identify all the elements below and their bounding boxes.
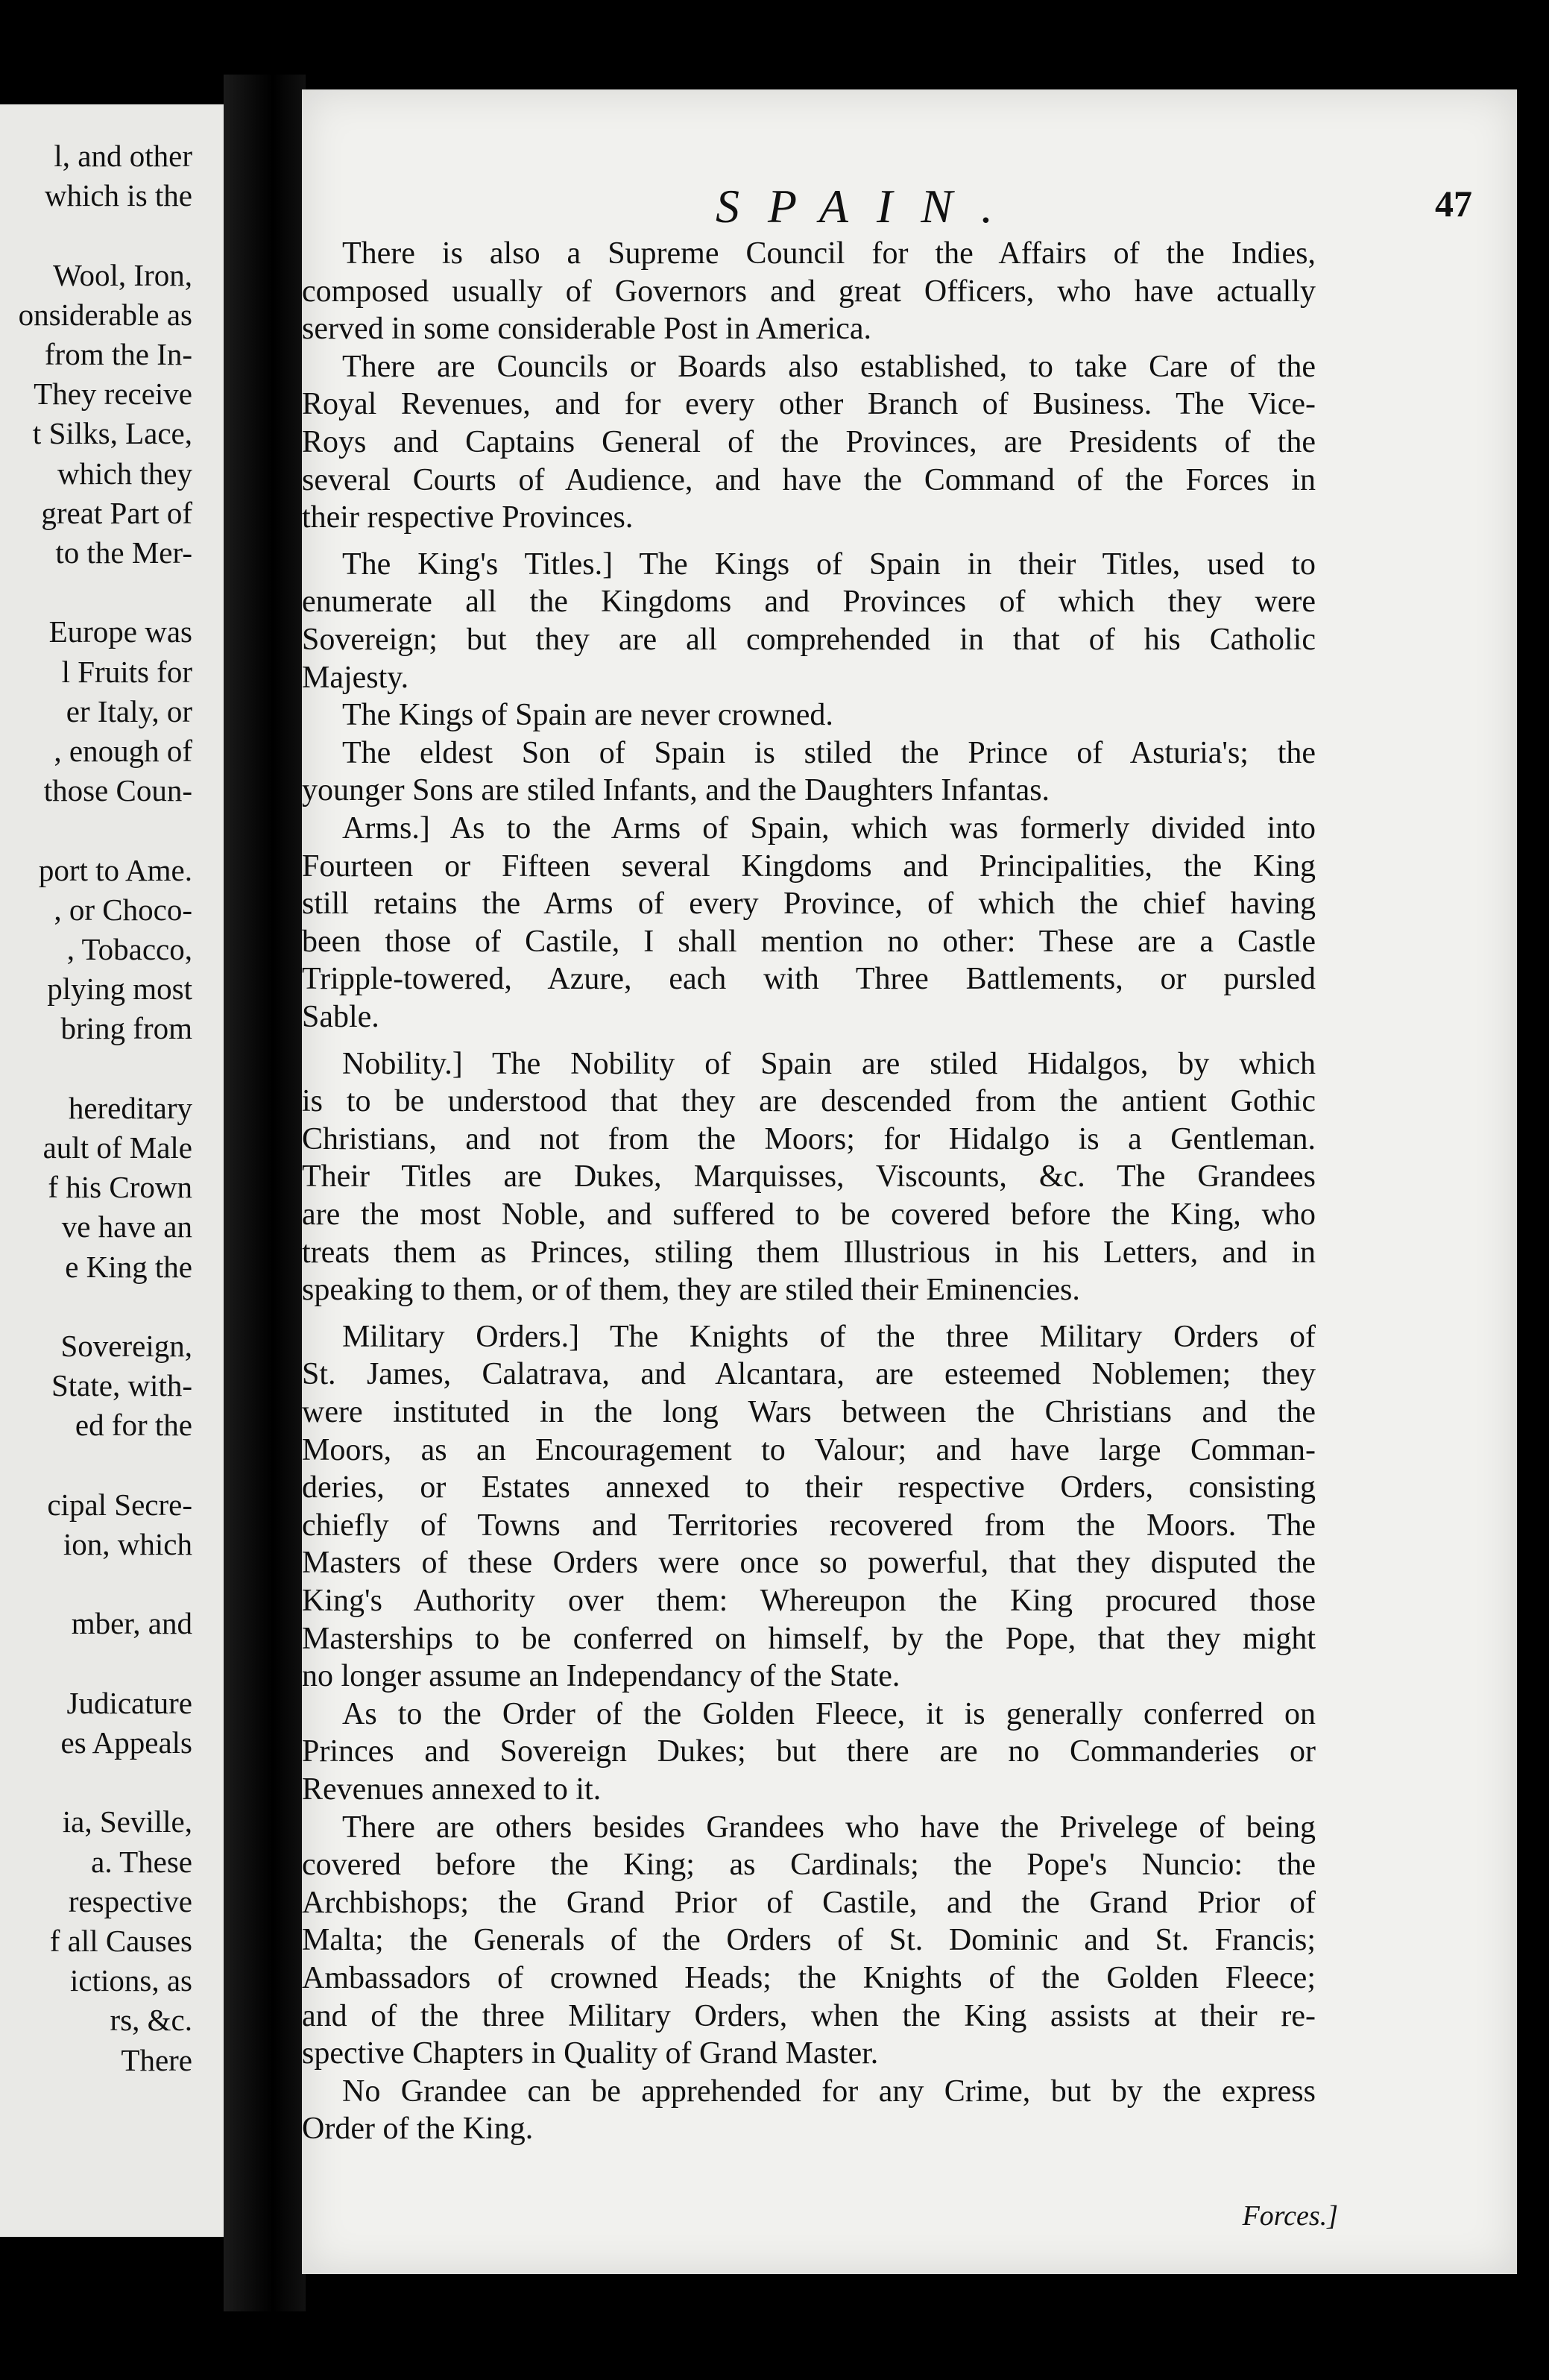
left-page-line: Judicature: [66, 1685, 192, 1720]
body-text-line: spective Chapters in Quality of Grand Master.: [302, 2036, 879, 2071]
body-text-line: been those of Castile, I shall mention no other: These are a Castle: [302, 924, 1316, 959]
body-text-line: Masterships to be conferred on himself, by the Pope, that they might: [302, 1621, 1316, 1656]
left-page-line: port to Ame.: [38, 852, 192, 887]
body-text-line: Sable.: [302, 1000, 379, 1034]
body-text-line: still retains the Arms of every Province, of which the chief having: [302, 887, 1316, 922]
left-page-line: which is the: [44, 178, 192, 213]
book-gutter: [224, 75, 306, 2311]
left-page-line: t Silks, Lace,: [32, 416, 192, 451]
left-page-line: , or Choco-: [54, 892, 192, 927]
body-text-line: Arms.] As to the Arms of Spain, which was formerly divided into: [342, 811, 1316, 846]
body-text-line: covered before the King; as Cardinals; the Pope's Nuncio: the: [302, 1848, 1316, 1883]
left-page-line: f all Causes: [49, 1924, 192, 1958]
body-text-line: Tripple-towered, Azure, each with Three Battlements, or pursled: [302, 962, 1316, 997]
body-text-line: speaking to them, or of them, they are stiled their Eminencies.: [302, 1273, 1080, 1308]
left-page-line: cipal Secre-: [47, 1487, 192, 1522]
body-text-line: is to be understood that they are descended from the antient Gothic: [302, 1084, 1316, 1119]
body-text-line: enumerate all the Kingdoms and Provinces of which they were: [302, 585, 1316, 620]
left-page-line: Sovereign,: [60, 1329, 192, 1363]
left-page-line: ia, Seville,: [62, 1804, 192, 1839]
body-text-line: chiefly of Towns and Territories recovered from the Moors. The: [302, 1508, 1316, 1543]
body-text-line: Nobility.] The Nobility of Spain are stiled Hidalgos, by which: [342, 1046, 1316, 1081]
body-text-line: composed usually of Governors and great Officers, who have actually: [302, 274, 1316, 309]
body-text-line: There are Councils or Boards also established, to take Care of the: [342, 349, 1316, 384]
body-text-line: treats them as Princes, stiling them Illustrious in his Letters, and in: [302, 1235, 1316, 1270]
body-text-line: Order of the King.: [302, 2112, 534, 2147]
body-text-line: There are others besides Grandees who have the Privelege of being: [342, 1810, 1316, 1845]
body-text-line: Roys and Captains General of the Provinces, are Presidents of the: [302, 425, 1316, 459]
left-page-line: those Coun-: [43, 773, 192, 808]
catchword: Forces.]: [1242, 2200, 1338, 2232]
body-text-line: The eldest Son of Spain is stiled the Prince of Asturia's; the: [342, 735, 1316, 770]
left-page-line: , enough of: [54, 734, 192, 768]
left-page-line: ve have an: [61, 1209, 192, 1244]
body-text-line: are the most Noble, and suffered to be covered before the King, who: [302, 1197, 1316, 1232]
body-text-line: Royal Revenues, and for every other Branch of Business. The Vice-: [302, 387, 1316, 422]
left-page-line: l Fruits for: [61, 654, 192, 689]
body-text-line: Masters of these Orders were once so powerful, that they disputed the: [302, 1546, 1316, 1581]
left-page-line: plying most: [47, 972, 192, 1007]
left-page-line: es Appeals: [60, 1725, 192, 1760]
body-text-line: Majesty.: [302, 660, 409, 695]
left-page-line: ault of Male: [42, 1130, 192, 1165]
left-page-line: hereditary: [68, 1090, 192, 1125]
left-page-line: rs, &c.: [110, 2003, 192, 2038]
main-page: [302, 89, 1517, 2274]
body-text-line: The Kings of Spain are never crowned.: [342, 698, 833, 733]
left-facing-page: [0, 104, 231, 2237]
body-text-line: Their Titles are Dukes, Marquisses, Viscounts, &c. The Grandees: [302, 1159, 1316, 1194]
left-page-line: to the Mer-: [55, 535, 192, 570]
left-page-line: ed for the: [75, 1408, 192, 1443]
body-text-line: St. James, Calatrava, and Alcantara, are esteemed Noblemen; they: [302, 1357, 1316, 1392]
left-page-line: onsiderable as: [18, 297, 192, 332]
body-text-line: Malta; the Generals of the Orders of St. Dominic and St. Francis;: [302, 1923, 1316, 1958]
body-text-line: were instituted in the long Wars between the Christians and the: [302, 1395, 1316, 1429]
body-text-line: Christians, and not from the Moors; for Hidalgo is a Gentleman.: [302, 1121, 1316, 1156]
body-text-line: Princes and Sovereign Dukes; but there are no Commanderies or: [302, 1734, 1316, 1769]
body-text-line: Archbishops; the Grand Prior of Castile, and the Grand Prior of: [302, 1885, 1316, 1920]
left-page-line: Wool, Iron,: [53, 257, 192, 292]
left-page-line: There: [121, 2042, 192, 2077]
body-text-line: Ambassadors of crowned Heads; the Knights of the Golden Fleece;: [302, 1961, 1316, 1995]
body-text-line: As to the Order of the Golden Fleece, it is generally conferred on: [342, 1696, 1316, 1731]
page-header: [302, 179, 1517, 239]
left-page-line: which they: [57, 456, 192, 491]
body-text-line: deries, or Estates annexed to their respective Orders, consisting: [302, 1470, 1316, 1505]
body-text-line: The King's Titles.] The Kings of Spain in their Titles, used to: [342, 547, 1316, 582]
page-number: 47: [1435, 183, 1472, 224]
left-page-line: They receive: [34, 377, 192, 412]
left-page-line: e King the: [65, 1249, 192, 1284]
left-page-line: from the In-: [44, 337, 192, 371]
body-text-line: no longer assume an Independancy of the State.: [302, 1659, 900, 1694]
left-page-line: ictions, as: [70, 1963, 192, 1998]
body-text-line: Moors, as an Encouragement to Valour; and have large Comman-: [302, 1432, 1316, 1467]
left-page-line: State, with-: [51, 1368, 192, 1403]
body-text-line: their respective Provinces.: [302, 500, 634, 535]
body-text-line: There is also a Supreme Council for the Affairs of the Indies,: [342, 236, 1316, 271]
body-text-line: and of the three Military Orders, when the King assists at their re-: [302, 1998, 1316, 2033]
left-page-line: a. These: [91, 1844, 192, 1879]
left-page-line: l, and other: [54, 139, 192, 173]
body-text-line: several Courts of Audience, and have the Command of the Forces in: [302, 462, 1316, 497]
body-text-line: Military Orders.] The Knights of the three Military Orders of: [342, 1319, 1316, 1354]
body-text-line: served in some considerable Post in America.: [302, 312, 871, 347]
left-page-line: ion, which: [63, 1527, 192, 1561]
body-text-line: King's Authority over them: Whereupon the King procured those: [302, 1584, 1316, 1618]
left-page-line: respective: [68, 1883, 192, 1918]
running-head: SPAIN.: [716, 180, 1021, 233]
left-page-line: Europe was: [48, 614, 192, 649]
body-text-line: Revenues annexed to it.: [302, 1772, 602, 1807]
left-page-line: bring from: [60, 1011, 192, 1046]
body-text-line: No Grandee can be apprehended for any Crime, but by the express: [342, 2074, 1316, 2109]
left-page-line: f his Crown: [48, 1170, 192, 1205]
body-text-line: Sovereign; but they are all comprehended in that of his Catholic: [302, 623, 1316, 657]
left-page-line: great Part of: [41, 495, 192, 530]
left-page-line: mber, and: [71, 1606, 192, 1641]
body-text-line: younger Sons are stiled Infants, and the Daughters Infantas.: [302, 773, 1050, 808]
body-text-line: Fourteen or Fifteen several Kingdoms and Principalities, the King: [302, 849, 1316, 884]
left-page-line: er Italy, or: [66, 693, 192, 728]
left-page-line: , Tobacco,: [66, 932, 192, 966]
